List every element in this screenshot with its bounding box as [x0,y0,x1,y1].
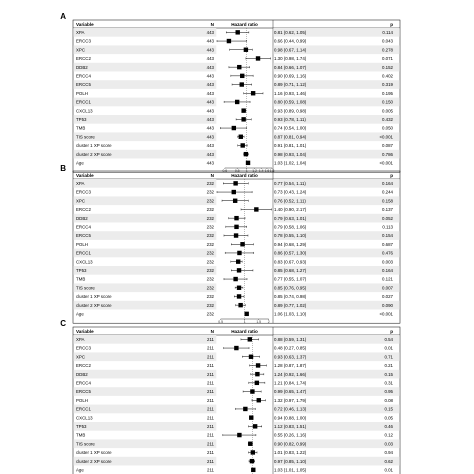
variable-label: TIS score [76,134,95,140]
point-estimate [249,355,253,359]
p-value: 0.050 [382,125,393,131]
p-value: 0.154 [382,233,393,239]
column-header-p: p [390,172,393,178]
sample-size: 211 [207,406,214,412]
sample-size: 211 [207,423,214,429]
p-value: 0.94 [384,450,393,456]
point-estimate [237,433,241,437]
point-estimate [249,415,253,419]
row-shade [73,335,216,344]
panel-label: A [60,12,66,21]
point-estimate [232,190,236,194]
p-value: 0.03 [384,441,393,447]
variable-label: POLH [76,90,88,96]
p-value: <0.001 [379,134,393,140]
x-tick-label: 1 [243,319,246,324]
column-header-p: p [390,21,393,27]
p-value: 0.052 [382,215,393,221]
hazard-ratio-ci: 0.90 (0.82, 0.99) [274,441,307,447]
panel-label: B [60,164,66,173]
point-estimate [251,91,255,95]
p-value: 0.087 [382,143,393,149]
sample-size: 232 [206,294,214,300]
row-shade [73,80,216,89]
hazard-ratio-ci: 0.78 (0.55, 1.10) [274,233,307,239]
p-value: 0.244 [382,189,393,195]
sample-size: 211 [207,389,214,395]
hazard-ratio-ci: 1.40 (0.90, 2.17) [274,207,307,213]
sample-size: 211 [207,458,214,464]
variable-label: DDB2 [76,64,88,70]
forest-panel-b [60,164,400,324]
sample-size: 211 [207,336,214,342]
sample-size: 232 [206,267,214,273]
hazard-ratio-ci: 0.48 (0.27, 0.85) [274,345,307,351]
column-header-n: N [210,172,214,178]
hazard-ratio-ci: 0.93 (0.63, 1.37) [274,354,307,360]
sample-size: 443 [206,29,214,35]
hazard-ratio-ci: 1.06 (1.03, 1.10) [274,311,307,317]
sample-size: 443 [206,99,214,105]
hazard-ratio-ci: 0.74 (0.54, 1.00) [274,125,307,131]
variable-label: ERCC5 [76,82,91,88]
point-estimate [241,143,245,147]
hazard-ratio-ci: 1.01 (0.83, 1.22) [274,450,307,456]
column-header-n: N [210,328,214,334]
hazard-ratio-ci: 1.21 (0.84, 1.74) [274,380,307,386]
p-value: 0.687 [382,241,393,247]
p-value: 0.15 [384,406,393,412]
p-value: 0.46 [384,423,393,429]
hazard-ratio-ci: 0.86 (0.57, 1.30) [274,250,307,256]
hazard-ratio-ci: 1.32 (0.97, 1.79) [274,397,307,403]
x-tick-label: 1.2 [252,168,257,173]
variable-label: TIS score [76,441,95,447]
row-shade [73,196,216,205]
point-estimate [233,277,237,281]
row-shade [73,63,216,72]
variable-label: ERCC3 [76,345,91,351]
forest-panel-c [60,319,400,474]
hazard-ratio-ci: 1.03 (1.02, 1.04) [274,160,307,166]
x-tick-label: 0.8 [234,168,240,173]
p-value: 0.71 [384,354,393,360]
hazard-ratio-ci: 1.03 (1.01, 1.05) [274,467,307,473]
hazard-ratio-ci: 0.91 (0.81, 1.01) [274,143,307,149]
p-value: 0.01 [384,467,393,473]
variable-label: ERCC4 [76,73,91,79]
variable-label: Age [76,467,84,473]
column-header-variable: Variable [76,21,94,27]
variable-label: ERCC2 [76,207,91,213]
hazard-ratio-ci: 0.93 (0.78, 1.11) [274,116,306,122]
hazard-ratio-ci: 0.87 (0.81, 0.94) [274,134,307,140]
hazard-ratio-ci: 0.77 (0.55, 1.07) [274,276,307,282]
hazard-ratio-ci: 0.94 (0.88, 1.00) [274,415,307,421]
point-estimate [232,126,236,130]
column-header-variable: Variable [76,328,94,334]
variable-label: TMB [76,276,86,282]
p-value: 0.31 [384,380,393,386]
sample-size: 443 [206,108,214,114]
sample-size: 232 [206,276,214,282]
column-header-variable: Variable [76,172,94,178]
hazard-ratio-ci: 0.77 (0.54, 1.11) [274,180,306,186]
point-estimate [238,303,242,307]
point-estimate [253,424,257,428]
variable-label: ERCC1 [76,406,91,412]
hazard-ratio-ci: 1.28 (0.87, 1.87) [274,363,307,369]
point-estimate [246,161,250,165]
p-value: 0.476 [382,250,393,256]
sample-size: 211 [207,380,214,386]
row-shade [73,387,216,396]
p-value: 0.319 [382,82,393,88]
point-estimate [241,108,245,112]
hazard-ratio-ci: 0.83 (0.67, 0.93) [274,259,307,265]
variable-label: TMB [76,125,86,131]
row-shade [73,45,216,54]
p-value: 0.786 [382,151,393,157]
p-value: <0.001 [379,311,393,317]
p-value: 0.121 [382,276,393,282]
point-estimate [248,442,252,446]
sample-size: 232 [206,250,214,256]
hazard-ratio-ci: 0.89 (0.71, 1.12) [274,82,307,88]
variable-label: CXCL13 [76,108,93,114]
sample-size: 211 [207,415,214,421]
variable-label: ERCC4 [76,380,91,386]
point-estimate [250,389,254,393]
point-estimate [237,294,241,298]
column-header-effect: Hazard ratio [231,21,258,27]
x-tick-label: 1.8 [269,168,275,173]
sample-size: 211 [207,467,214,473]
variable-label: ERCC2 [76,363,91,369]
point-estimate [234,346,238,350]
variable-label: cluster 2 XP score [76,151,112,157]
hazard-ratio-ci: 0.88 (0.59, 1.31) [274,336,307,342]
p-value: 0.278 [382,47,393,53]
hazard-ratio-ci: 0.81 (0.62, 1.05) [274,29,307,35]
p-value: 0.043 [382,38,393,44]
point-estimate [251,450,255,454]
x-tick-label: 1.4 [258,168,264,173]
p-value: 0.05 [384,415,393,421]
variable-label: XPA [76,29,85,35]
hazard-ratio-ci: 0.94 (0.68, 1.29) [274,241,307,247]
hazard-ratio-ci: 0.66 (0.44, 0.99) [274,38,307,44]
sample-size: 232 [206,302,214,308]
p-value: 0.158 [382,198,393,204]
variable-label: ERCC2 [76,56,91,62]
sample-size: 232 [206,189,214,195]
hazard-ratio-ci: 0.85 (0.76, 0.95) [274,285,307,291]
row-shade [73,231,216,240]
row-shade [73,179,216,188]
sample-size: 443 [206,47,214,53]
sample-size: 232 [206,311,214,317]
point-estimate [255,372,259,376]
variable-label: XPC [76,47,86,53]
hazard-ratio-ci: 0.76 (0.52, 1.11) [274,198,306,204]
variable-label: XPC [76,354,86,360]
sample-size: 211 [207,363,214,369]
sample-size: 443 [206,160,214,166]
point-estimate [234,233,238,237]
sample-size: 232 [206,259,214,265]
sample-size: 211 [207,397,214,403]
point-estimate [244,312,248,316]
sample-size: 443 [206,134,214,140]
hazard-ratio-ci: 1.16 (0.93, 1.46) [274,90,307,96]
variable-label: CXCL13 [76,415,93,421]
sample-size: 443 [206,82,214,88]
p-value: 0.01 [384,345,393,351]
point-estimate [236,30,240,34]
sample-size: 443 [206,64,214,70]
hazard-ratio-ci: 1.12 (0.83, 1.51) [274,423,307,429]
p-value: 0.432 [382,116,393,122]
point-estimate [237,268,241,272]
p-value: 0.150 [382,99,393,105]
p-value: 0.007 [382,285,393,291]
column-header-p: p [390,328,393,334]
p-value: 0.113 [382,224,393,230]
hazard-ratio-ci: 0.85 (0.74, 0.98) [274,294,307,300]
sample-size: 232 [206,215,214,221]
variable-label: TIS score [76,285,95,291]
variable-label: Age [76,311,84,317]
sample-size: 232 [206,233,214,239]
sample-size: 443 [206,116,214,122]
point-estimate [237,251,241,255]
hazard-ratio-ci: 0.97 (0.85, 1.10) [274,458,307,464]
table-frame [73,20,400,172]
sample-size: 232 [206,241,214,247]
column-header-effect: Hazard ratio [231,328,258,334]
p-value: 0.195 [382,90,393,96]
variable-label: DDB2 [76,371,88,377]
variable-label: XPA [76,336,85,342]
sample-size: 211 [207,345,214,351]
point-estimate [256,363,260,367]
row-shade [73,370,216,379]
sample-size: 232 [206,207,214,213]
variable-label: POLH [76,241,88,247]
point-estimate [250,459,254,463]
hazard-ratio-ci: 0.85 (0.68, 1.27) [274,267,307,273]
hazard-ratio-ci: 0.80 (0.59, 1.08) [274,99,307,105]
p-value: <0.001 [379,160,393,166]
hazard-ratio-ci: 0.99 (0.65, 1.47) [274,389,307,395]
p-value: 0.005 [382,108,393,114]
sample-size: 443 [206,125,214,131]
panel-label: C [60,319,66,328]
p-value: 0.137 [382,207,393,213]
variable-label: Age [76,160,84,166]
variable-label: TP53 [76,116,87,122]
point-estimate [251,468,255,472]
row-shade [73,352,216,361]
row-shade [73,249,216,258]
x-tick-label: 1.5 [256,319,262,324]
p-value: 0.15 [384,371,393,377]
sample-size: 443 [206,90,214,96]
variable-label: ERCC1 [76,99,91,105]
p-value: 0.071 [382,56,393,62]
variable-label: cluster 1 XP score [76,294,112,300]
sample-size: 232 [206,180,214,186]
point-estimate [254,207,258,211]
point-estimate [236,259,240,263]
point-estimate [257,398,261,402]
sample-size: 443 [206,73,214,79]
sample-size: 443 [206,143,214,149]
p-value: 0.152 [382,64,393,70]
point-estimate [233,181,237,185]
hazard-ratio-ci: 0.84 (0.66, 1.07) [274,64,307,70]
point-estimate [240,242,244,246]
sample-size: 211 [207,432,214,438]
variable-label: ERCC5 [76,389,91,395]
sample-size: 443 [206,38,214,44]
point-estimate [241,117,245,121]
hazard-ratio-ci: 0.79 (0.63, 1.01) [274,215,307,221]
point-estimate [256,56,260,60]
point-estimate [237,286,241,290]
row-shade [73,98,216,107]
p-value: 0.164 [382,267,393,273]
hazard-ratio-ci: 1.30 (0.98, 1.74) [274,56,307,62]
variable-label: ERCC3 [76,38,91,44]
point-estimate [227,39,231,43]
point-estimate [235,100,239,104]
variable-label: cluster 2 XP score [76,302,112,308]
hazard-ratio-ci: 0.55 (0.26, 1.16) [274,432,307,438]
point-estimate [244,48,248,52]
sample-size: 211 [207,450,214,456]
sample-size: 232 [206,285,214,291]
p-value: 0.12 [384,432,393,438]
hazard-ratio-ci: 1.24 (0.92, 1.66) [274,371,307,377]
p-value: 0.402 [382,73,393,79]
hazard-ratio-ci: 0.79 (0.58, 1.06) [274,224,307,230]
row-shade [73,422,216,431]
p-value: 0.62 [384,458,393,464]
sample-size: 211 [207,441,214,447]
x-tick-label: 1 [245,168,248,173]
point-estimate [244,152,248,156]
row-shade [73,28,216,37]
forest-panel-a [60,12,400,173]
variable-label: TMB [76,432,86,438]
point-estimate [234,225,238,229]
row-shade [73,405,216,414]
variable-label: ERCC5 [76,233,91,239]
variable-label: DDB2 [76,215,88,221]
point-estimate [234,216,238,220]
p-value: 0.164 [382,180,393,186]
sample-size: 211 [207,354,214,360]
row-shade [73,266,216,275]
variable-label: cluster 1 XP score [76,143,112,149]
point-estimate [233,199,237,203]
p-value: 0.090 [382,302,393,308]
sample-size: 211 [207,371,214,377]
variable-label: CXCL13 [76,259,93,265]
point-estimate [255,381,259,385]
p-value: 0.003 [382,259,393,265]
p-value: 0.114 [382,29,393,35]
p-value: 0.95 [384,389,393,395]
sample-size: 443 [206,56,214,62]
p-value: 0.027 [382,294,393,300]
point-estimate [240,74,244,78]
x-tick-label: 0.5 [218,319,224,324]
row-shade [73,214,216,223]
x-tick-label: 1.6 [264,168,270,173]
sample-size: 232 [206,198,214,204]
variable-label: POLH [76,397,88,403]
variable-label: cluster 2 XP score [76,458,112,464]
point-estimate [243,407,247,411]
sample-size: 443 [206,151,214,157]
variable-label: ERCC1 [76,250,91,256]
point-estimate [240,82,244,86]
hazard-ratio-ci: 0.93 (0.89, 0.98) [274,108,307,114]
hazard-ratio-ci: 0.98 (0.67, 1.14) [274,47,307,53]
hazard-ratio-ci: 0.89 (0.77, 1.02) [274,302,307,308]
sample-size: 232 [206,224,214,230]
p-value: 0.08 [384,397,393,403]
variable-label: ERCC4 [76,224,91,230]
point-estimate [237,65,241,69]
variable-label: TP53 [76,423,87,429]
x-tick-label: 0.6 [222,168,228,173]
x-tick-label: 2 [267,319,270,324]
variable-label: cluster 1 XP score [76,450,112,456]
row-shade [73,115,216,124]
column-header-effect: Hazard ratio [231,172,258,178]
hazard-ratio-ci: 0.73 (0.43, 1.24) [274,189,307,195]
variable-label: ERCC3 [76,189,91,195]
p-value: 0.21 [384,363,393,369]
hazard-ratio-ci: 0.98 (0.93, 1.04) [274,151,307,157]
column-header-n: N [210,21,214,27]
variable-label: XPC [76,198,86,204]
point-estimate [239,135,243,139]
variable-label: TP53 [76,267,87,273]
variable-label: XPA [76,180,85,186]
p-value: 0.54 [384,336,393,342]
point-estimate [248,337,252,341]
hazard-ratio-ci: 0.90 (0.69, 1.16) [274,73,307,79]
hazard-ratio-ci: 0.72 (0.46, 1.13) [274,406,307,412]
